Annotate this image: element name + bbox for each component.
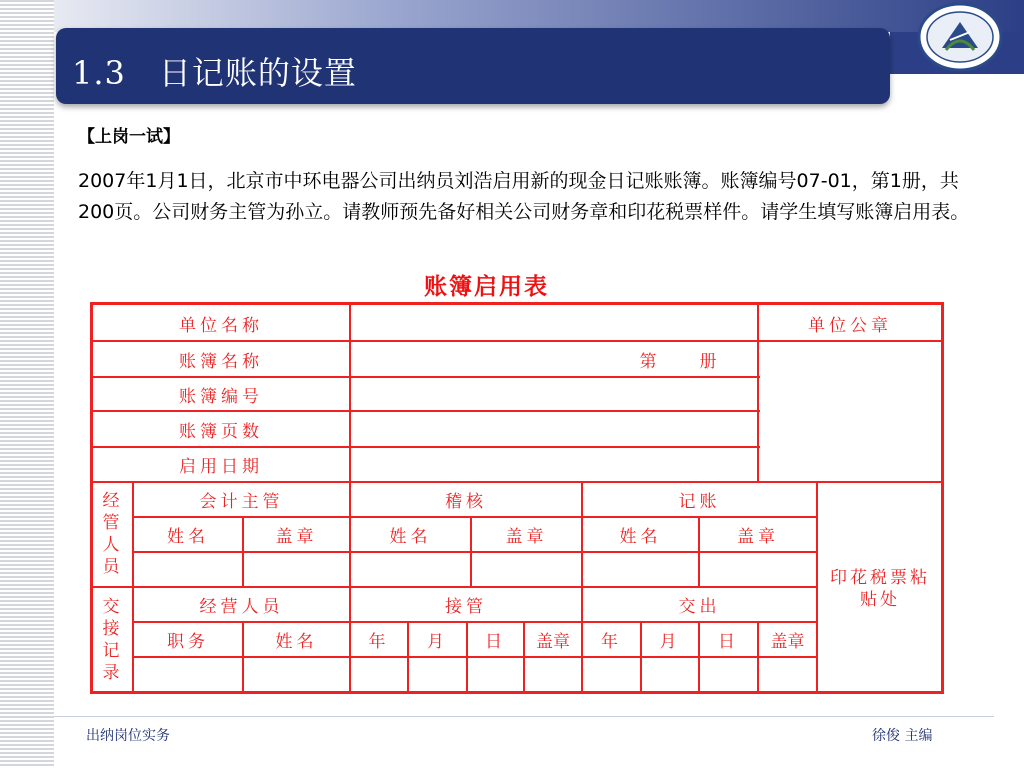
sub-header-month: 月	[427, 632, 448, 652]
sub-header-name: 姓名	[275, 632, 318, 652]
section-subtitle: 【上岗一试】	[78, 127, 180, 147]
handover-receive: 接管	[445, 597, 487, 617]
sub-header-position: 职务	[167, 632, 209, 652]
row-label-book-name: 账簿名称	[179, 351, 263, 372]
role-accounting-supervisor: 会计主管	[199, 492, 284, 512]
university-logo-icon	[916, 2, 1004, 72]
name-header: 姓名	[389, 527, 432, 547]
exercise-paragraph: 2007年1月1日，北京市中环电器公司出纳员刘浩启用新的现金日记账账簿。账簿编号07-01，第1册，共200页。公司财务主管为孙立。请教师预先备好相关公司财务章和印花税票样件。请学生填写账簿启用表。	[78, 170, 970, 223]
footer-divider	[54, 716, 994, 717]
managers-label: 经管人员	[102, 491, 120, 577]
sub-header-seal: 盖章	[536, 632, 570, 652]
stamp-area-label: 印花税票粘贴处	[830, 568, 930, 610]
name-header: 姓名	[619, 527, 662, 547]
row-label-page-count: 账簿页数	[179, 421, 263, 442]
seal-header: 盖章	[737, 527, 779, 547]
footer-editor: 徐俊 主编	[872, 728, 933, 744]
unit-seal-label: 单位公章	[808, 315, 892, 336]
handover-deliver: 交出	[678, 597, 721, 617]
sub-header-year: 年	[601, 632, 622, 652]
sub-header-month: 月	[659, 632, 681, 652]
row-label-start-date: 启用日期	[179, 457, 263, 477]
volume-label-prefix: 第	[639, 351, 661, 372]
table-title: 账簿启用表	[424, 274, 549, 300]
name-header: 姓名	[167, 527, 209, 547]
decorative-stripes	[0, 0, 54, 768]
volume-label-suffix: 册	[699, 351, 721, 372]
role-bookkeeper: 记账	[678, 492, 721, 512]
sub-header-day: 日	[718, 632, 739, 652]
seal-header: 盖章	[505, 527, 548, 547]
sub-header-year: 年	[368, 632, 390, 652]
footer-course: 出纳岗位实务	[86, 728, 170, 744]
slide-title: 1.3 日记账的设置	[72, 54, 357, 92]
role-auditor: 稽核	[445, 492, 487, 512]
row-label-unit-name: 单位名称	[179, 315, 263, 336]
seal-header: 盖章	[275, 527, 318, 547]
row-label-book-number: 账簿编号	[179, 386, 263, 407]
handover-staff: 经营人员	[199, 597, 284, 617]
sub-header-day: 日	[485, 632, 506, 652]
sub-header-seal: 盖章	[770, 632, 805, 652]
handover-label: 交接记录	[102, 597, 120, 683]
